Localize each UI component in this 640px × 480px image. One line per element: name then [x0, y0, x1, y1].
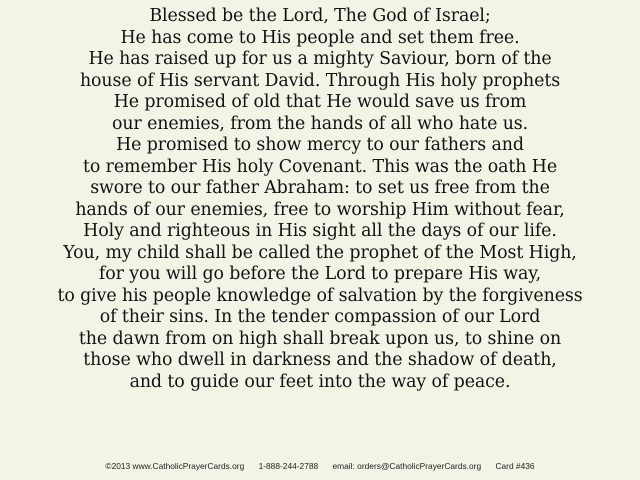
- prayer-line: swore to our father Abraham: to set us free from the: [90, 178, 550, 198]
- prayer-line: to give his people knowledge of salvation by the forgiveness: [57, 285, 583, 306]
- prayer-line: He promised to show mercy to our fathers and: [116, 135, 524, 155]
- prayer-line: and to guide our feet into the way of peace.: [129, 371, 511, 392]
- prayer-line: our enemies, from the hands of all who hate us.: [111, 113, 529, 134]
- prayer-line: Blessed be the Lord, The God of Israel;: [149, 6, 491, 26]
- prayer-line: house of His servant David. Through His holy prophets: [79, 70, 561, 91]
- prayer-text: [0, 6, 640, 393]
- prayer-line: of their sins. In the tender compassion of our Lord: [99, 307, 541, 327]
- copyright-text: ©2013 www.CatholicPrayerCards.org: [105, 461, 245, 471]
- prayer-line: those who dwell in darkness and the shadow of death,: [83, 350, 557, 370]
- prayer-line: to remember His holy Covenant. This was the oath He: [82, 156, 558, 177]
- prayer-line: He promised of old that He would save us from: [113, 92, 527, 112]
- prayer-line: You, my child shall be called the prophet of the Most High,: [63, 242, 577, 263]
- prayer-line: for you will go before the Lord to prepare His way,: [98, 264, 542, 284]
- prayer-line: the dawn from on high shall break upon us, to shine on: [78, 328, 562, 349]
- prayer-line: hands of our enemies, free to worship Him without fear,: [75, 199, 565, 220]
- prayer-line: Holy and righteous in His sight all the days of our life.: [83, 221, 557, 241]
- prayer-line: He has come to His people and set them free.: [120, 27, 520, 48]
- card-number: Card #436: [495, 461, 535, 471]
- contact-email: email: orders@CatholicPrayerCards.org: [332, 461, 482, 471]
- card-footer: [0, 460, 640, 472]
- prayer-line: He has raised up for us a mighty Saviour, born of the: [88, 49, 552, 69]
- phone-number: 1-888-244-2788: [258, 461, 319, 471]
